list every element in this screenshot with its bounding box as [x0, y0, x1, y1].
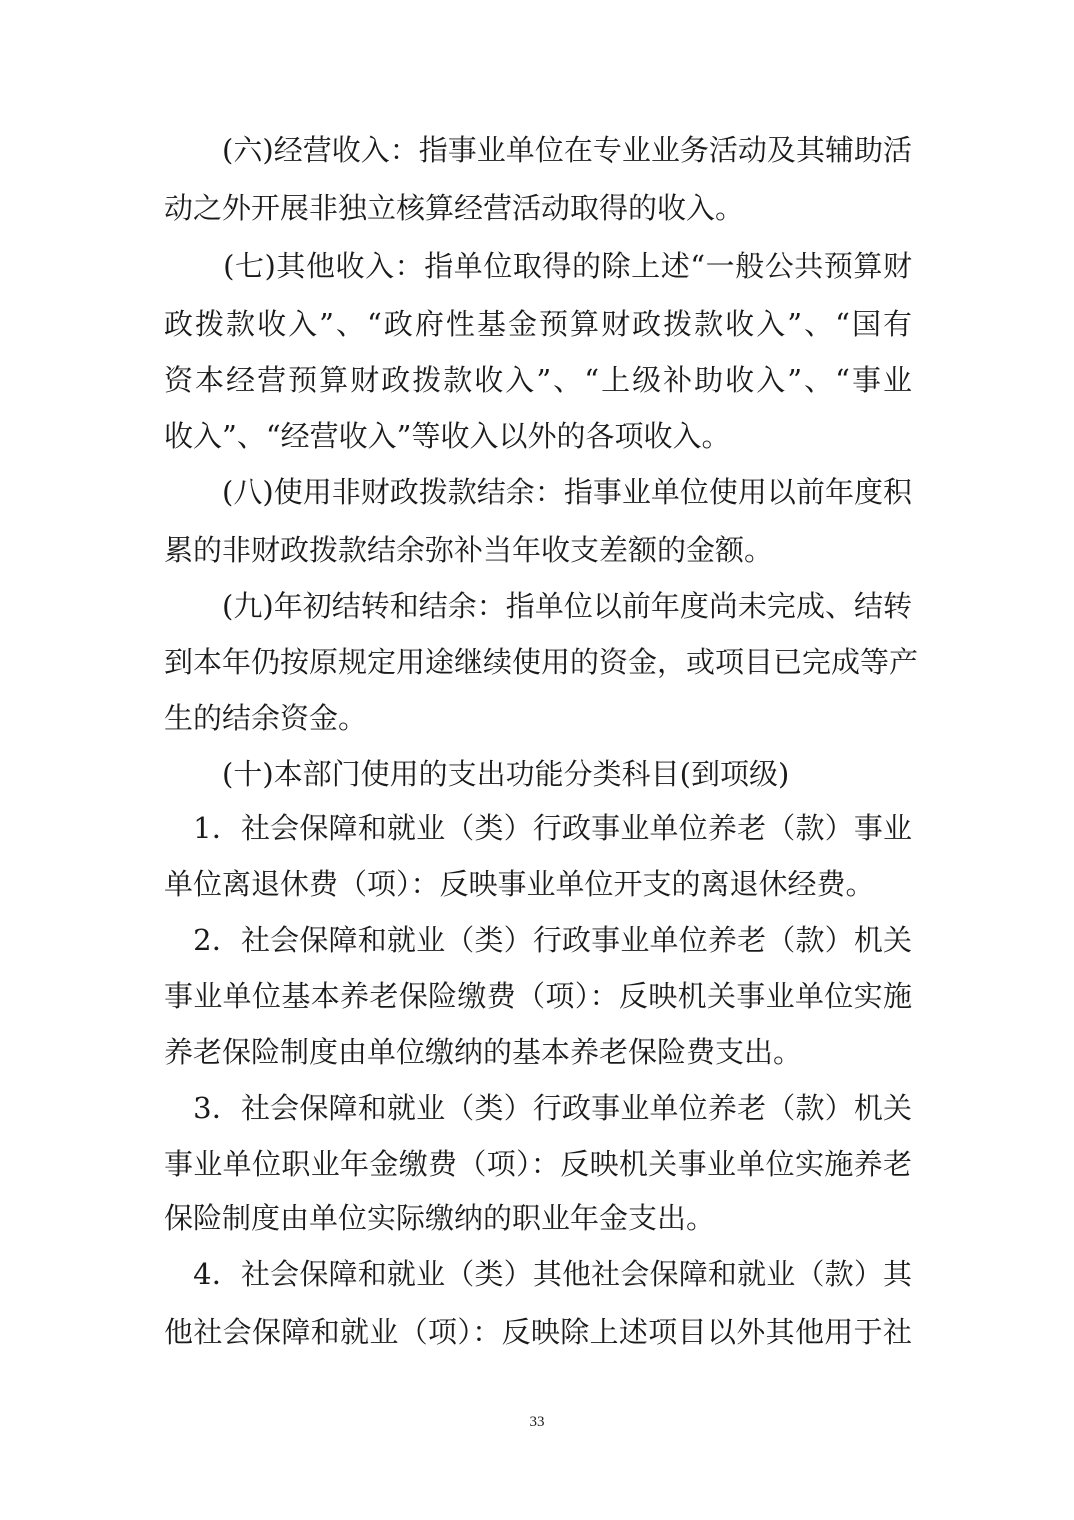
text-line: (八)使用非财政拨款结余：指事业单位使用以前年度积: [164, 475, 912, 509]
text-line: 政拨款收入”、“政府性基金预算财政拨款收入”、“国有: [164, 307, 912, 341]
page-number: 33: [529, 1414, 545, 1430]
text-line: 保险制度由单位实际缴纳的职业年金支出。: [164, 1201, 716, 1235]
text-line: 他社会保障和就业（项）：反映除上述项目以外其他用于社: [164, 1315, 912, 1349]
text-line: 生的结余资金。: [164, 701, 368, 735]
text-line: 到本年仍按原规定用途继续使用的资金，或项目已完成等产: [164, 645, 919, 679]
text-line: 养老保险制度由单位缴纳的基本养老保险费支出。: [164, 1035, 803, 1069]
text-line: 1．社会保障和就业（类）行政事业单位养老（款）事业: [164, 811, 912, 845]
text-line: 事业单位基本养老保险缴费（项）：反映机关事业单位实施: [164, 979, 912, 1013]
text-line: 3．社会保障和就业（类）行政事业单位养老（款）机关: [164, 1091, 912, 1125]
text-line: 累的非财政拨款结余弥补当年收支差额的金额。: [164, 533, 774, 567]
text-line: 收入”、“经营收入”等收入以外的各项收入。: [164, 419, 731, 453]
text-line: 资本经营预算财政拨款收入”、“上级补助收入”、“事业: [164, 363, 912, 397]
text-line: 动之外开展非独立核算经营活动取得的收入。: [164, 191, 745, 225]
text-line: (十)本部门使用的支出功能分类科目(到项级): [164, 757, 790, 791]
text-line: (九)年初结转和结余：指单位以前年度尚未完成、结转: [164, 589, 912, 623]
text-line: 4．社会保障和就业（类）其他社会保障和就业（款）其: [164, 1257, 912, 1291]
text-line: 单位离退休费（项）：反映事业单位开支的离退休经费。: [164, 867, 875, 901]
text-line: (六)经营收入：指事业单位在专业业务活动及其辅助活: [164, 133, 912, 167]
text-line: (七)其他收入：指单位取得的除上述“一般公共预算财: [164, 249, 912, 283]
text-line: 2．社会保障和就业（类）行政事业单位养老（款）机关: [164, 923, 912, 957]
text-line: 事业单位职业年金缴费（项）：反映机关事业单位实施养老: [164, 1147, 912, 1181]
